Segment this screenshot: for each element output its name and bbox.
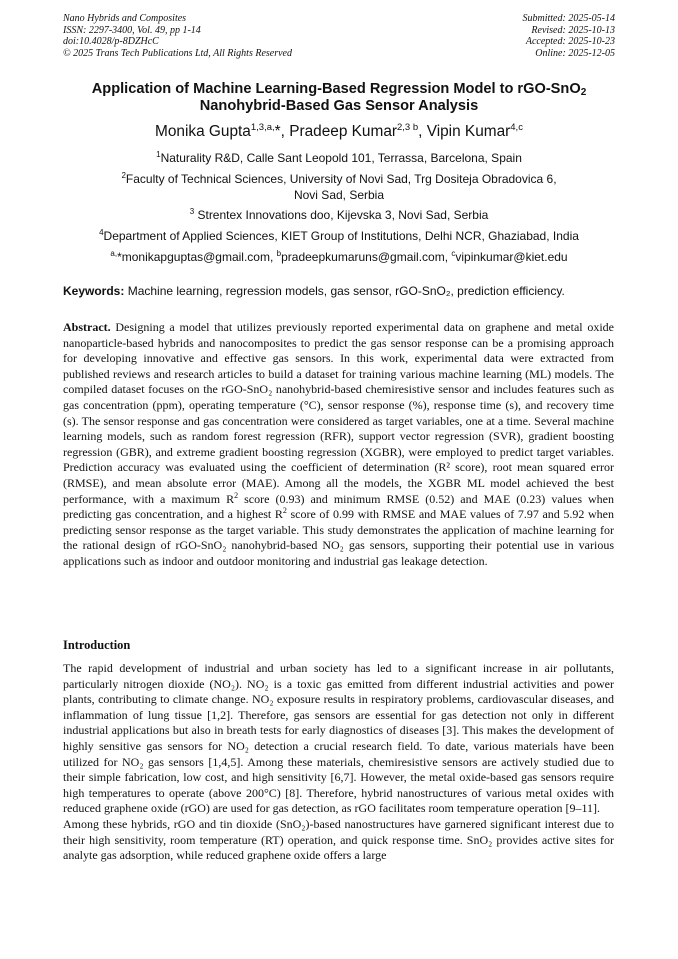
journal-name: Nano Hybrids and Composites [63,13,187,24]
paragraph: Among these hybrids, rGO and tin dioxide (SnO₂)-based nanostructures have garnered significant interest due to their high sensitivity, room temperature (RT) operation, and quick response time. SnO₂ provides active sites for analyte gas adsorption, while reduced graphene oxide offers a large [63,816,614,863]
abstract-text: score (0.93) and minimum RMSE (0.52) and MAE (0.23) values when predicting gas concentration, and a highest R [63,491,615,522]
date-accepted: Accepted: 2025-10-23 [525,36,615,48]
affiliation-number: 1 [156,150,161,159]
section-heading-introduction: Introduction [63,638,131,652]
date-submitted: Submitted: 2025-05-14 [522,13,615,24]
superscript: 2 [282,506,287,516]
keywords-text: Machine learning, regression models, gas sensor, rGO-SnO₂, prediction efficiency. [124,284,565,298]
affiliation-2 [40,171,638,203]
affiliation-number: 3 [189,207,195,216]
affiliation-1 [40,150,638,166]
paper-title [40,81,638,115]
date-online: Online: 2025-12-05 [535,47,615,59]
abstract-text: score of 0.99 with RMSE and MAE values of 7.97 and 5.92 when predicting sensor response as the target variable. This study demonstrates the application of machine learning for the rational design of rGO-SnO₂ nanohybrid-based NO₂ gas sensors, supporting their potential use in various applications such as indoor and outdoor monitoring and industrial gas leakage detection. [63,507,614,568]
email-link[interactable]: vipinkumar@kiet.edu [455,250,568,264]
author-affiliation-sup: 4,c [510,122,523,133]
email-sup: c [451,249,456,258]
affiliation-2-line-2: Novi Sad, Serbia [293,188,385,202]
affiliation-text: Department of Applied Sciences, KIET Group of Institutions, Delhi NCR, Ghaziabad, India [103,229,579,243]
introduction-body [63,661,614,864]
affiliation-3 [40,207,638,223]
author-name: Vipin Kumar [426,123,511,140]
affiliation-2-line-1 [40,171,638,187]
affiliation-number: 2 [121,171,126,180]
keywords [63,283,623,299]
email-sup: a, [110,249,118,258]
email-list [40,249,638,265]
abstract-text: Designing a model that utilizes previously reported experimental data on graphene and metal oxide nanoparticle-based hybrids and nanocomposites to predict the gas sensor response can be a promising approach for developing innovative and effective gas sensors. In this work, experimental data were extracted from published reviews and research articles to build a dataset for training various machine learning (ML) models. The compiled dataset focuses on the rGO-SnO₂ nanohybrid-based chemiresistive sensor and includes features such as gas concentration (ppm), operating temperature (°C), sensor response (%), response time (s), and recovery time (s). The sensor response and gas concentration were considered as target variables, one at a time. Several machine learning models, such as random forest regression (RFR), support vector regression (SVR), gradient boosting regression (GBR), and extreme gradient boosting regression (XGBR), were employed to predict target variables. Prediction accuracy was evaluated using the coefficient of determination (R² score), root mean squared error (RMSE), and mean absolute error (MAE). Among all the models, the XGBR ML model achieved the best performance, with a maximum R [63,320,614,506]
superscript: 2 [234,490,239,500]
title-subscript: 2 [580,87,587,98]
date-revised: Revised: 2025-10-13 [531,24,615,36]
email-link[interactable]: *monikapguptas@gmail.com, [117,250,277,264]
title-line-2: Nanohybrid-Based Gas Sensor Analysis [199,98,479,114]
abstract [63,320,614,570]
affiliation-4 [40,228,638,244]
author-name: Monika Gupta [155,123,251,140]
affiliation-text: Strentex Innovations doo, Kijevska 3, Novi Sad, Serbia [194,208,489,222]
affiliation-text: Faculty of Technical Sciences, University of Novi Sad, Trg Dositeja Obradovica 6, [125,172,557,186]
journal-header [63,13,292,59]
journal-issn: ISSN: 2297-3400, Vol. 49, pp 1-14 [63,24,201,36]
author-separator: , [280,123,290,140]
author-affiliation-sup: 2,3 b [397,122,419,133]
corresponding-mark: * [274,123,281,140]
author [289,123,427,140]
journal-doi: doi:10.4028/p-8DZHcC [63,36,159,48]
keywords-label: Keywords: [63,284,125,298]
author-name: Pradeep Kumar [289,123,397,140]
abstract-label: Abstract. [63,320,111,334]
author-list [40,122,638,142]
author [427,123,523,140]
author [155,123,289,140]
affiliation-number: 4 [99,228,104,237]
email-sup: b [276,249,282,258]
affiliation-text: Naturality R&D, Calle Sant Leopold 101, Terrassa, Barcelona, Spain [160,151,522,165]
title-line-1-text: Application of Machine Learning-Based Regression Model to rGO-SnO [91,81,581,97]
email-link[interactable]: pradeepkumaruns@gmail.com, [281,250,452,264]
paragraph: The rapid development of industrial and urban society has led to a significant increase in air pollutants, particularly nitrogen dioxide (NO₂). NO₂ is a toxic gas emitted from different industrial activities and power plants, contributing to climate change. NO₂ exposure results in respiratory problems, cardiovascular diseases, and inflammation of lung tissue [1,2]. Therefore, gas sensors are essential for gas detection not only in different industrial applications but also in breath tests for early diagnostics of diseases [3]. This makes the development of highly sensitive gas sensors for NO₂ detection a crucial research field. To date, various materials have been utilized for NO₂ gas sensors [1,4,5]. Among these materials, chemiresistive sensors are actively studied due to their simple fabrication, low cost, and high sensitivity [6,7]. However, the metal oxide-based gas sensors require high temperatures to operate (above 200°C) [8]. Therefore, hybrid nanostructures of various metal oxides with reduced graphene oxide (rGO) are used for gas detection, as rGO facilitates room temperature operation [9–11]. [63,661,614,816]
author-separator: , [418,123,427,140]
dates-header [523,13,616,59]
author-affiliation-sup: 1,3,a, [250,122,275,133]
journal-copyright: © 2025 Trans Tech Publications Ltd, All Rights Reserved [63,47,292,59]
title-line-1 [40,81,638,98]
